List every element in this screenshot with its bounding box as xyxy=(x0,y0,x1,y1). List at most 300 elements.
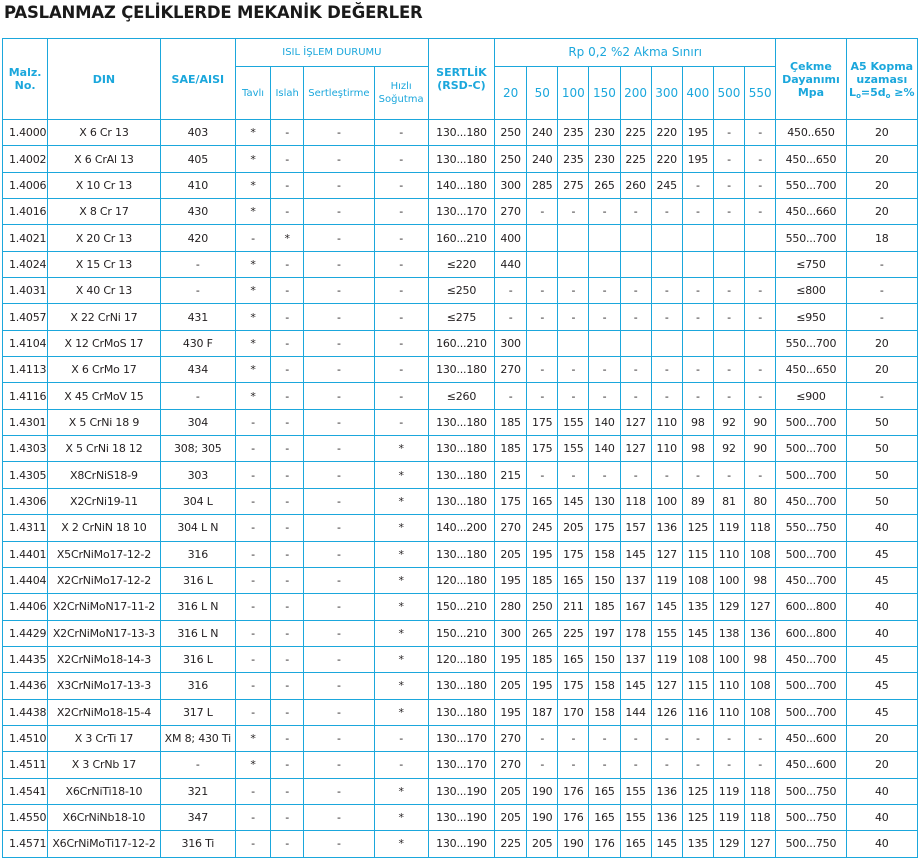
sae-cell: 321 xyxy=(160,778,235,804)
sertlestirme-cell: - xyxy=(304,541,374,567)
a5-cell: - xyxy=(846,383,917,409)
rp-550-cell xyxy=(745,330,776,356)
a5-cell: 45 xyxy=(846,673,917,699)
rp-100-cell: 275 xyxy=(558,172,589,198)
din-cell: X 10 Cr 13 xyxy=(48,172,160,198)
sertlestirme-cell: - xyxy=(304,172,374,198)
rp-550-cell: - xyxy=(745,462,776,488)
rp-300-cell: - xyxy=(651,752,682,778)
malz-no-cell: 1.4016 xyxy=(3,199,48,225)
rp-550-cell: 98 xyxy=(745,567,776,593)
malz-no-cell: 1.4541 xyxy=(3,778,48,804)
din-cell: X2CrNiMoN17-11-2 xyxy=(48,594,160,620)
rp-20-cell: 215 xyxy=(495,462,527,488)
islah-cell: - xyxy=(271,646,304,672)
table-row xyxy=(3,330,918,356)
sae-cell: 316 xyxy=(160,673,235,699)
rp-200-cell: 145 xyxy=(620,541,651,567)
rp-200-cell: - xyxy=(620,725,651,751)
rp-550-cell: 90 xyxy=(745,436,776,462)
rp-50-cell: 175 xyxy=(527,409,558,435)
rp-200-cell xyxy=(620,225,651,251)
rp-300-cell: 119 xyxy=(651,646,682,672)
rp-20-cell: 205 xyxy=(495,804,527,830)
rp-50-cell: 265 xyxy=(527,620,558,646)
sertlik-cell: ≤275 xyxy=(428,304,494,330)
rp-20-cell: 300 xyxy=(495,620,527,646)
sertlestirme-cell: - xyxy=(304,436,374,462)
rp-150-cell: 165 xyxy=(589,778,620,804)
a5-cell: 20 xyxy=(846,172,917,198)
din-cell: X2CrNiMo18-15-4 xyxy=(48,699,160,725)
sae-cell: 304 L xyxy=(160,488,235,514)
islah-cell: - xyxy=(271,172,304,198)
hizli-sogutma-cell: * xyxy=(374,541,428,567)
hizli-sogutma-cell: * xyxy=(374,831,428,857)
tavli-cell: - xyxy=(235,620,270,646)
rp-50-cell: - xyxy=(527,725,558,751)
rp-20-cell: - xyxy=(495,278,527,304)
rp-50-cell: 185 xyxy=(527,567,558,593)
rp-100-cell xyxy=(558,225,589,251)
cekme-cell: 550...700 xyxy=(776,330,846,356)
cekme-cell: 500...700 xyxy=(776,673,846,699)
rp-100-cell: - xyxy=(558,383,589,409)
rp-550-cell xyxy=(745,225,776,251)
sae-cell: 431 xyxy=(160,304,235,330)
header-sertlestirme: Sertleştirme xyxy=(304,67,374,120)
table-row xyxy=(3,199,918,225)
din-cell: X6CrNiTi18-10 xyxy=(48,778,160,804)
tavli-cell: - xyxy=(235,225,270,251)
rp-50-cell: 205 xyxy=(527,831,558,857)
sae-cell: - xyxy=(160,383,235,409)
tavli-cell: * xyxy=(235,304,270,330)
sertlik-cell: 130...180 xyxy=(428,673,494,699)
table-row xyxy=(3,225,918,251)
rp-500-cell: 100 xyxy=(713,567,744,593)
table-row xyxy=(3,699,918,725)
a5-cell: 45 xyxy=(846,699,917,725)
header-sae-aisi: SAE/AISI xyxy=(160,39,235,120)
rp-400-cell: - xyxy=(682,725,713,751)
din-cell: X8CrNiS18-9 xyxy=(48,462,160,488)
rp-200-cell: - xyxy=(620,304,651,330)
rp-500-cell: 81 xyxy=(713,488,744,514)
rp-100-cell: - xyxy=(558,199,589,225)
cekme-cell: 450...600 xyxy=(776,725,846,751)
rp-550-cell: 108 xyxy=(745,541,776,567)
tavli-cell: - xyxy=(235,778,270,804)
islah-cell: - xyxy=(271,594,304,620)
hizli-sogutma-cell: * xyxy=(374,699,428,725)
sertlestirme-cell: - xyxy=(304,725,374,751)
sertlestirme-cell: - xyxy=(304,804,374,830)
table-row xyxy=(3,278,918,304)
sertlestirme-cell: - xyxy=(304,304,374,330)
sertlestirme-cell: - xyxy=(304,673,374,699)
malz-no-cell: 1.4006 xyxy=(3,172,48,198)
din-cell: X 8 Cr 17 xyxy=(48,199,160,225)
hizli-sogutma-cell: - xyxy=(374,199,428,225)
cekme-cell: 550...750 xyxy=(776,515,846,541)
malz-no-cell: 1.4438 xyxy=(3,699,48,725)
din-cell: X 45 CrMoV 15 xyxy=(48,383,160,409)
rp-500-cell: - xyxy=(713,146,744,172)
rp-50-cell: 245 xyxy=(527,515,558,541)
rp-300-cell: - xyxy=(651,357,682,383)
rp-300-cell: 155 xyxy=(651,620,682,646)
rp-150-cell: 140 xyxy=(589,409,620,435)
rp-300-cell: - xyxy=(651,462,682,488)
rp-550-cell: - xyxy=(745,383,776,409)
islah-cell: - xyxy=(271,831,304,857)
table-row xyxy=(3,409,918,435)
hizli-sogutma-cell: - xyxy=(374,752,428,778)
rp-20-cell: 185 xyxy=(495,436,527,462)
rp-400-cell xyxy=(682,225,713,251)
islah-cell: - xyxy=(271,146,304,172)
sertlestirme-cell: - xyxy=(304,120,374,146)
rp-100-cell: 175 xyxy=(558,673,589,699)
rp-20-cell: 205 xyxy=(495,778,527,804)
rp-100-cell: 205 xyxy=(558,515,589,541)
sae-cell: XM 8; 430 Ti xyxy=(160,725,235,751)
din-cell: X6CrNiMoTi17-12-2 xyxy=(48,831,160,857)
tavli-cell: * xyxy=(235,752,270,778)
rp-500-cell: 110 xyxy=(713,673,744,699)
hizli-sogutma-cell: - xyxy=(374,357,428,383)
rp-100-cell: 155 xyxy=(558,436,589,462)
malz-no-cell: 1.4116 xyxy=(3,383,48,409)
rp-100-cell: - xyxy=(558,725,589,751)
hizli-sogutma-cell: * xyxy=(374,673,428,699)
sertlik-cell: 140...180 xyxy=(428,172,494,198)
table-row xyxy=(3,673,918,699)
rp-550-cell: - xyxy=(745,304,776,330)
a5-cell: 40 xyxy=(846,804,917,830)
rp-20-cell: 250 xyxy=(495,146,527,172)
islah-cell: * xyxy=(271,225,304,251)
rp-300-cell: 245 xyxy=(651,172,682,198)
table-row xyxy=(3,251,918,277)
rp-20-cell: 185 xyxy=(495,409,527,435)
rp-300-cell: - xyxy=(651,304,682,330)
rp-200-cell: 144 xyxy=(620,699,651,725)
tavli-cell: * xyxy=(235,172,270,198)
sertlik-cell: 140...200 xyxy=(428,515,494,541)
sae-cell: 420 xyxy=(160,225,235,251)
rp-50-cell xyxy=(527,330,558,356)
rp-500-cell: 119 xyxy=(713,515,744,541)
rp-400-cell: - xyxy=(682,752,713,778)
table-row xyxy=(3,778,918,804)
rp-300-cell: - xyxy=(651,278,682,304)
rp-300-cell: 145 xyxy=(651,594,682,620)
islah-cell: - xyxy=(271,725,304,751)
cekme-cell: ≤750 xyxy=(776,251,846,277)
sertlestirme-cell: - xyxy=(304,488,374,514)
rp-200-cell: - xyxy=(620,462,651,488)
sertlestirme-cell: - xyxy=(304,515,374,541)
cekme-cell: 450..650 xyxy=(776,120,846,146)
sertlik-cell: 150...210 xyxy=(428,594,494,620)
rp-50-cell xyxy=(527,225,558,251)
rp-550-cell: 108 xyxy=(745,699,776,725)
din-cell: X2CrNiMoN17-13-3 xyxy=(48,620,160,646)
tavli-cell: - xyxy=(235,699,270,725)
header-temp-150: 150 xyxy=(589,67,620,120)
table-row xyxy=(3,646,918,672)
rp-500-cell: 129 xyxy=(713,831,744,857)
sertlik-cell: 130...180 xyxy=(428,409,494,435)
sertlik-cell: 120...180 xyxy=(428,567,494,593)
rp-50-cell: 195 xyxy=(527,541,558,567)
sertlik-cell: 160...210 xyxy=(428,225,494,251)
cekme-cell: 550...700 xyxy=(776,172,846,198)
rp-550-cell: - xyxy=(745,120,776,146)
rp-150-cell: 265 xyxy=(589,172,620,198)
rp-100-cell: 225 xyxy=(558,620,589,646)
rp-20-cell: 195 xyxy=(495,567,527,593)
sertlestirme-cell: - xyxy=(304,567,374,593)
rp-150-cell: - xyxy=(589,304,620,330)
hizli-sogutma-cell: * xyxy=(374,462,428,488)
rp-400-cell: 89 xyxy=(682,488,713,514)
rp-400-cell: - xyxy=(682,383,713,409)
rp-500-cell xyxy=(713,225,744,251)
rp-50-cell: 190 xyxy=(527,778,558,804)
rp-300-cell: 220 xyxy=(651,120,682,146)
malz-no-cell: 1.4406 xyxy=(3,594,48,620)
rp-50-cell: 250 xyxy=(527,594,558,620)
rp-100-cell: 175 xyxy=(558,541,589,567)
rp-550-cell: 118 xyxy=(745,778,776,804)
sertlik-cell: 130...170 xyxy=(428,752,494,778)
rp-150-cell xyxy=(589,251,620,277)
tavli-cell: - xyxy=(235,567,270,593)
rp-100-cell: 211 xyxy=(558,594,589,620)
din-cell: X2CrNiMo18-14-3 xyxy=(48,646,160,672)
sertlestirme-cell: - xyxy=(304,251,374,277)
a5-cell: - xyxy=(846,278,917,304)
rp-550-cell: 108 xyxy=(745,673,776,699)
islah-cell: - xyxy=(271,541,304,567)
rp-300-cell: 110 xyxy=(651,409,682,435)
table-row xyxy=(3,462,918,488)
malz-no-cell: 1.4550 xyxy=(3,804,48,830)
din-cell: X 3 CrNb 17 xyxy=(48,752,160,778)
islah-cell: - xyxy=(271,778,304,804)
rp-500-cell: 92 xyxy=(713,409,744,435)
rp-50-cell: - xyxy=(527,752,558,778)
tavli-cell: * xyxy=(235,120,270,146)
rp-400-cell: 145 xyxy=(682,620,713,646)
table-row xyxy=(3,172,918,198)
rp-300-cell xyxy=(651,225,682,251)
sertlik-cell: 130...180 xyxy=(428,357,494,383)
header-hizli-sogutma: Hızlı Soğutma xyxy=(374,67,428,120)
islah-cell: - xyxy=(271,199,304,225)
rp-150-cell: 158 xyxy=(589,541,620,567)
cekme-cell: 600...800 xyxy=(776,620,846,646)
sertlestirme-cell: - xyxy=(304,383,374,409)
sertlik-cell: 160...210 xyxy=(428,330,494,356)
rp-50-cell: 187 xyxy=(527,699,558,725)
sertlestirme-cell: - xyxy=(304,357,374,383)
rp-500-cell: 100 xyxy=(713,646,744,672)
rp-20-cell: 205 xyxy=(495,673,527,699)
malz-no-cell: 1.4436 xyxy=(3,673,48,699)
rp-100-cell xyxy=(558,251,589,277)
sertlik-cell: 130...180 xyxy=(428,436,494,462)
rp-500-cell: - xyxy=(713,462,744,488)
rp-150-cell: - xyxy=(589,199,620,225)
rp-550-cell: 118 xyxy=(745,515,776,541)
table-row xyxy=(3,120,918,146)
sertlestirme-cell: - xyxy=(304,462,374,488)
sae-cell: 304 L N xyxy=(160,515,235,541)
rp-550-cell: 90 xyxy=(745,409,776,435)
rp-20-cell: 175 xyxy=(495,488,527,514)
rp-500-cell: - xyxy=(713,278,744,304)
table-row xyxy=(3,620,918,646)
rp-550-cell: 80 xyxy=(745,488,776,514)
hizli-sogutma-cell: - xyxy=(374,409,428,435)
hizli-sogutma-cell: * xyxy=(374,778,428,804)
tavli-cell: - xyxy=(235,409,270,435)
rp-200-cell: 118 xyxy=(620,488,651,514)
rp-20-cell: 270 xyxy=(495,515,527,541)
rp-50-cell: - xyxy=(527,462,558,488)
sertlestirme-cell: - xyxy=(304,146,374,172)
sae-cell: 316 L N xyxy=(160,594,235,620)
malz-no-cell: 1.4301 xyxy=(3,409,48,435)
sertlestirme-cell: - xyxy=(304,594,374,620)
sertlestirme-cell: - xyxy=(304,831,374,857)
tavli-cell: - xyxy=(235,673,270,699)
rp-100-cell: - xyxy=(558,357,589,383)
rp-500-cell: - xyxy=(713,752,744,778)
tavli-cell: * xyxy=(235,278,270,304)
sertlestirme-cell: - xyxy=(304,646,374,672)
islah-cell: - xyxy=(271,278,304,304)
sae-cell: - xyxy=(160,251,235,277)
tavli-cell: - xyxy=(235,831,270,857)
rp-20-cell: 400 xyxy=(495,225,527,251)
rp-400-cell: 98 xyxy=(682,436,713,462)
sae-cell: 308; 305 xyxy=(160,436,235,462)
cekme-cell: 450...650 xyxy=(776,357,846,383)
tavli-cell: * xyxy=(235,725,270,751)
rp-400-cell: 98 xyxy=(682,409,713,435)
rp-150-cell: 150 xyxy=(589,567,620,593)
tavli-cell: - xyxy=(235,462,270,488)
sae-cell: 434 xyxy=(160,357,235,383)
islah-cell: - xyxy=(271,383,304,409)
rp-150-cell: 140 xyxy=(589,436,620,462)
rp-500-cell: 119 xyxy=(713,804,744,830)
din-cell: X 40 Cr 13 xyxy=(48,278,160,304)
rp-150-cell: 130 xyxy=(589,488,620,514)
rp-300-cell: - xyxy=(651,383,682,409)
rp-400-cell: 115 xyxy=(682,541,713,567)
malz-no-cell: 1.4104 xyxy=(3,330,48,356)
hizli-sogutma-cell: - xyxy=(374,120,428,146)
din-cell: X 6 CrAl 13 xyxy=(48,146,160,172)
header-malz-no: Malz. No. xyxy=(3,39,48,120)
hizli-sogutma-cell: * xyxy=(374,804,428,830)
hizli-sogutma-cell: * xyxy=(374,620,428,646)
rp-500-cell xyxy=(713,330,744,356)
a5-cell: 45 xyxy=(846,567,917,593)
sertlik-cell: 130...190 xyxy=(428,831,494,857)
header-temp-400: 400 xyxy=(682,67,713,120)
malz-no-cell: 1.4435 xyxy=(3,646,48,672)
islah-cell: - xyxy=(271,251,304,277)
sae-cell: 347 xyxy=(160,804,235,830)
rp-550-cell: 98 xyxy=(745,646,776,672)
header-temp-20: 20 xyxy=(495,67,527,120)
sertlik-cell: ≤260 xyxy=(428,383,494,409)
sertlik-cell: 150...210 xyxy=(428,620,494,646)
sertlestirme-cell: - xyxy=(304,699,374,725)
rp-200-cell: 155 xyxy=(620,804,651,830)
table-body xyxy=(3,120,918,858)
sae-cell: 316 xyxy=(160,541,235,567)
rp-50-cell: - xyxy=(527,304,558,330)
tavli-cell: - xyxy=(235,804,270,830)
table-row xyxy=(3,804,918,830)
rp-300-cell: - xyxy=(651,725,682,751)
hizli-sogutma-cell: - xyxy=(374,383,428,409)
rp-200-cell: 165 xyxy=(620,831,651,857)
header-temp-200: 200 xyxy=(620,67,651,120)
tavli-cell: * xyxy=(235,357,270,383)
rp-400-cell xyxy=(682,251,713,277)
sertlik-cell: 130...180 xyxy=(428,120,494,146)
din-cell: X 3 CrTi 17 xyxy=(48,725,160,751)
din-cell: X 6 CrMo 17 xyxy=(48,357,160,383)
rp-100-cell xyxy=(558,330,589,356)
rp-150-cell: 197 xyxy=(589,620,620,646)
rp-400-cell: 108 xyxy=(682,646,713,672)
rp-150-cell: 230 xyxy=(589,146,620,172)
hizli-sogutma-cell: * xyxy=(374,515,428,541)
rp-50-cell xyxy=(527,251,558,277)
table-row xyxy=(3,304,918,330)
islah-cell: - xyxy=(271,120,304,146)
sertlestirme-cell: - xyxy=(304,199,374,225)
rp-400-cell xyxy=(682,330,713,356)
rp-500-cell: - xyxy=(713,357,744,383)
din-cell: X2CrNi19-11 xyxy=(48,488,160,514)
din-cell: X 12 CrMoS 17 xyxy=(48,330,160,356)
hizli-sogutma-cell: - xyxy=(374,251,428,277)
rp-150-cell xyxy=(589,225,620,251)
sae-cell: 405 xyxy=(160,146,235,172)
rp-100-cell: 176 xyxy=(558,778,589,804)
table-row xyxy=(3,831,918,857)
malz-no-cell: 1.4113 xyxy=(3,357,48,383)
malz-no-cell: 1.4024 xyxy=(3,251,48,277)
rp-20-cell: 440 xyxy=(495,251,527,277)
a5-cell: 18 xyxy=(846,225,917,251)
cekme-cell: 450...700 xyxy=(776,646,846,672)
rp-150-cell: - xyxy=(589,752,620,778)
rp-550-cell: - xyxy=(745,752,776,778)
sae-cell: 317 L xyxy=(160,699,235,725)
